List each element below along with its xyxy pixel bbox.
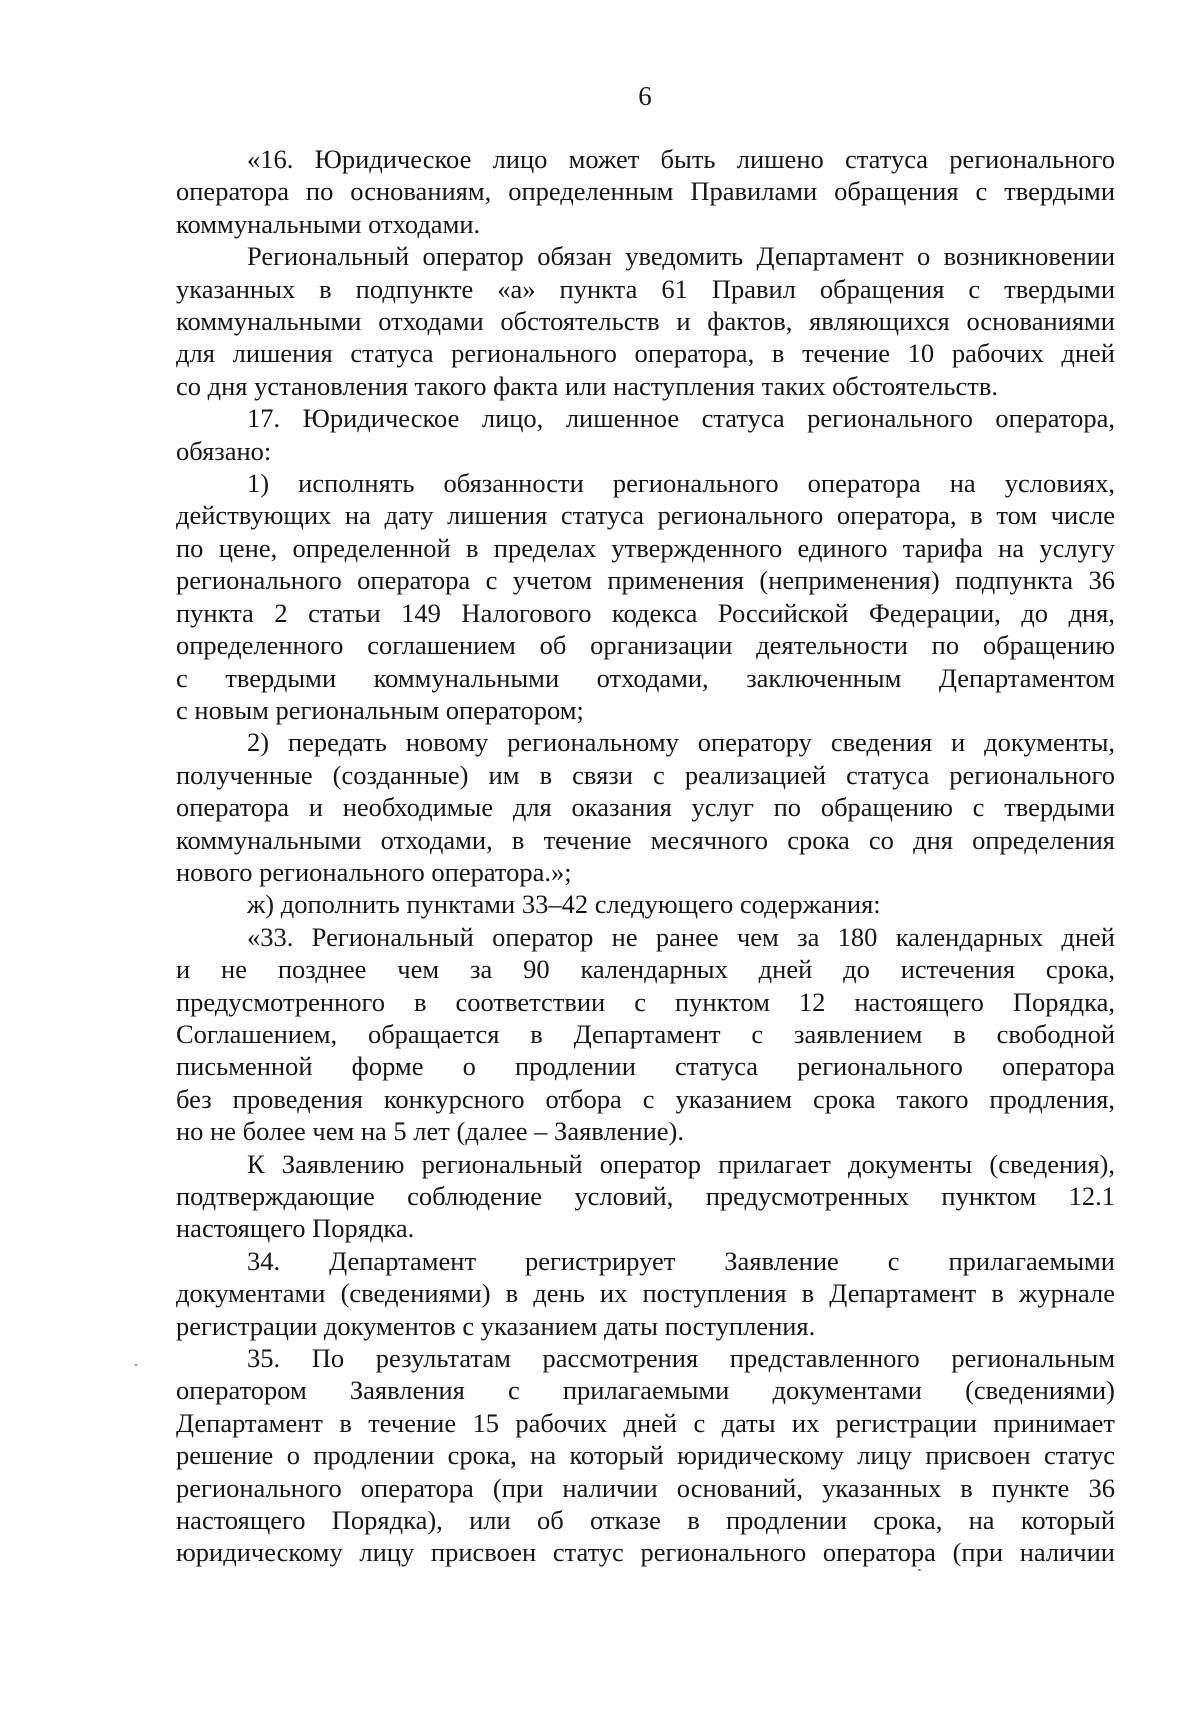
paragraph (176, 1342, 1115, 1569)
scan-artifact (918, 1569, 921, 1571)
text-line: оператором Заявления с прилагаемыми документами (сведениями) (176, 1375, 1115, 1406)
scan-artifact (135, 1364, 137, 1366)
paragraph (176, 143, 1115, 240)
text-line: для лишения статуса регионального оператора, в течение 10 рабочих дней (176, 338, 1115, 369)
text-line: определенного соглашением об организации деятельности по обращению (176, 630, 1115, 661)
text-line: полученные (созданные) им в связи с реализацией статуса регионального (176, 759, 1115, 790)
text-line: со дня установления такого факта или наступления таких обстоятельств. (176, 370, 998, 401)
text-line: решение о продлении срока, на который юридическому лицу присвоен статус (176, 1440, 1115, 1471)
paragraph (176, 1148, 1115, 1245)
text-line: настоящего Порядка. (176, 1213, 415, 1244)
paragraph (176, 726, 1115, 888)
text-line: с новым региональным оператором; (176, 694, 584, 725)
page-number: 6 (638, 81, 652, 111)
text-line: «33. Региональный оператор не ранее чем за 180 календарных дней (247, 921, 1115, 952)
text-line: оператора по основаниям, определенным Правилами обращения с твердыми (176, 176, 1115, 207)
text-line: но не более чем на 5 лет (далее – Заявление). (176, 1116, 685, 1147)
document-body (176, 143, 1115, 1569)
text-line: коммунальными отходами обстоятельств и фактов, являющихся основаниями (176, 306, 1115, 337)
text-line: регионального оператора с учетом применения (неприменения) подпункта 36 (176, 565, 1115, 596)
text-line: 17. Юридическое лицо, лишенное статуса регионального оператора, (247, 403, 1115, 434)
text-line: настоящего Порядка), или об отказе в продлении срока, на который (176, 1505, 1115, 1536)
text-line: 34. Департамент регистрирует Заявление с прилагаемыми (247, 1245, 1115, 1276)
paragraph (176, 240, 1115, 402)
text-line: регионального оператора (при наличии оснований, указанных в пункте 36 (176, 1472, 1115, 1503)
text-line: подтверждающие соблюдение условий, предусмотренных пунктом 12.1 (176, 1181, 1115, 1211)
text-line: 35. По результатам рассмотрения представленного региональным (247, 1343, 1115, 1374)
text-line: по цене, определенной в пределах утвержденного единого тарифа на услугу (176, 532, 1115, 563)
text-line: документами (сведениями) в день их поступления в Департамент в журнале (176, 1278, 1115, 1309)
paragraph (176, 467, 1115, 726)
paragraph (176, 921, 1115, 1148)
text-line: действующих на дату лишения статуса регионального оператора, в том числе (176, 500, 1115, 531)
text-line: оператора и необходимые для оказания услуг по обращению с твердыми (176, 792, 1115, 823)
text-line: с твердыми коммунальными отходами, заключенным Департаментом (176, 662, 1115, 693)
text-line: нового регионального оператора.»; (176, 856, 572, 887)
text-line: коммунальными отходами. (176, 208, 481, 239)
text-line: юридическому лицу присвоен статус регионального оператора (при наличии (176, 1537, 1115, 1568)
text-line: 2) передать новому региональному оператору сведения и документы, (247, 727, 1115, 758)
text-line: «16. Юридическое лицо может быть лишено статуса регионального (247, 144, 1115, 174)
paragraph (176, 402, 1115, 467)
text-line: Соглашением, обращается в Департамент с заявлением в свободной (176, 1018, 1115, 1049)
text-line: письменной форме о продлении статуса регионального оператора (176, 1051, 1115, 1082)
text-line: пункта 2 статьи 149 Налогового кодекса Российской Федерации, до дня, (176, 597, 1115, 628)
text-line: коммунальными отходами, в течение месячного срока со дня определения (176, 824, 1115, 855)
text-line: предусмотренного в соответствии с пунктом 12 настоящего Порядка, (176, 986, 1115, 1017)
paragraph (176, 1245, 1115, 1342)
text-line: Департамент в течение 15 рабочих дней с даты их регистрации принимает (176, 1407, 1115, 1438)
text-line: ж) дополнить пунктами 33–42 следующего содержания: (247, 889, 881, 920)
text-line: 1) исполнять обязанности регионального оператора на условиях, (247, 468, 1115, 499)
paragraph (176, 888, 1115, 920)
text-line: указанных в подпункте «а» пункта 61 Правил обращения с твердыми (176, 273, 1115, 304)
text-line: без проведения конкурсного отбора с указанием срока такого продления, (176, 1083, 1115, 1114)
text-line: регистрации документов с указанием даты поступления. (176, 1310, 816, 1341)
text-line: обязано: (176, 435, 272, 466)
text-line: Региональный оператор обязан уведомить Департамент о возникновении (247, 241, 1115, 272)
text-line: К Заявлению региональный оператор прилагает документы (сведения), (247, 1148, 1115, 1179)
text-line: и не позднее чем за 90 календарных дней до истечения срока, (176, 954, 1115, 985)
